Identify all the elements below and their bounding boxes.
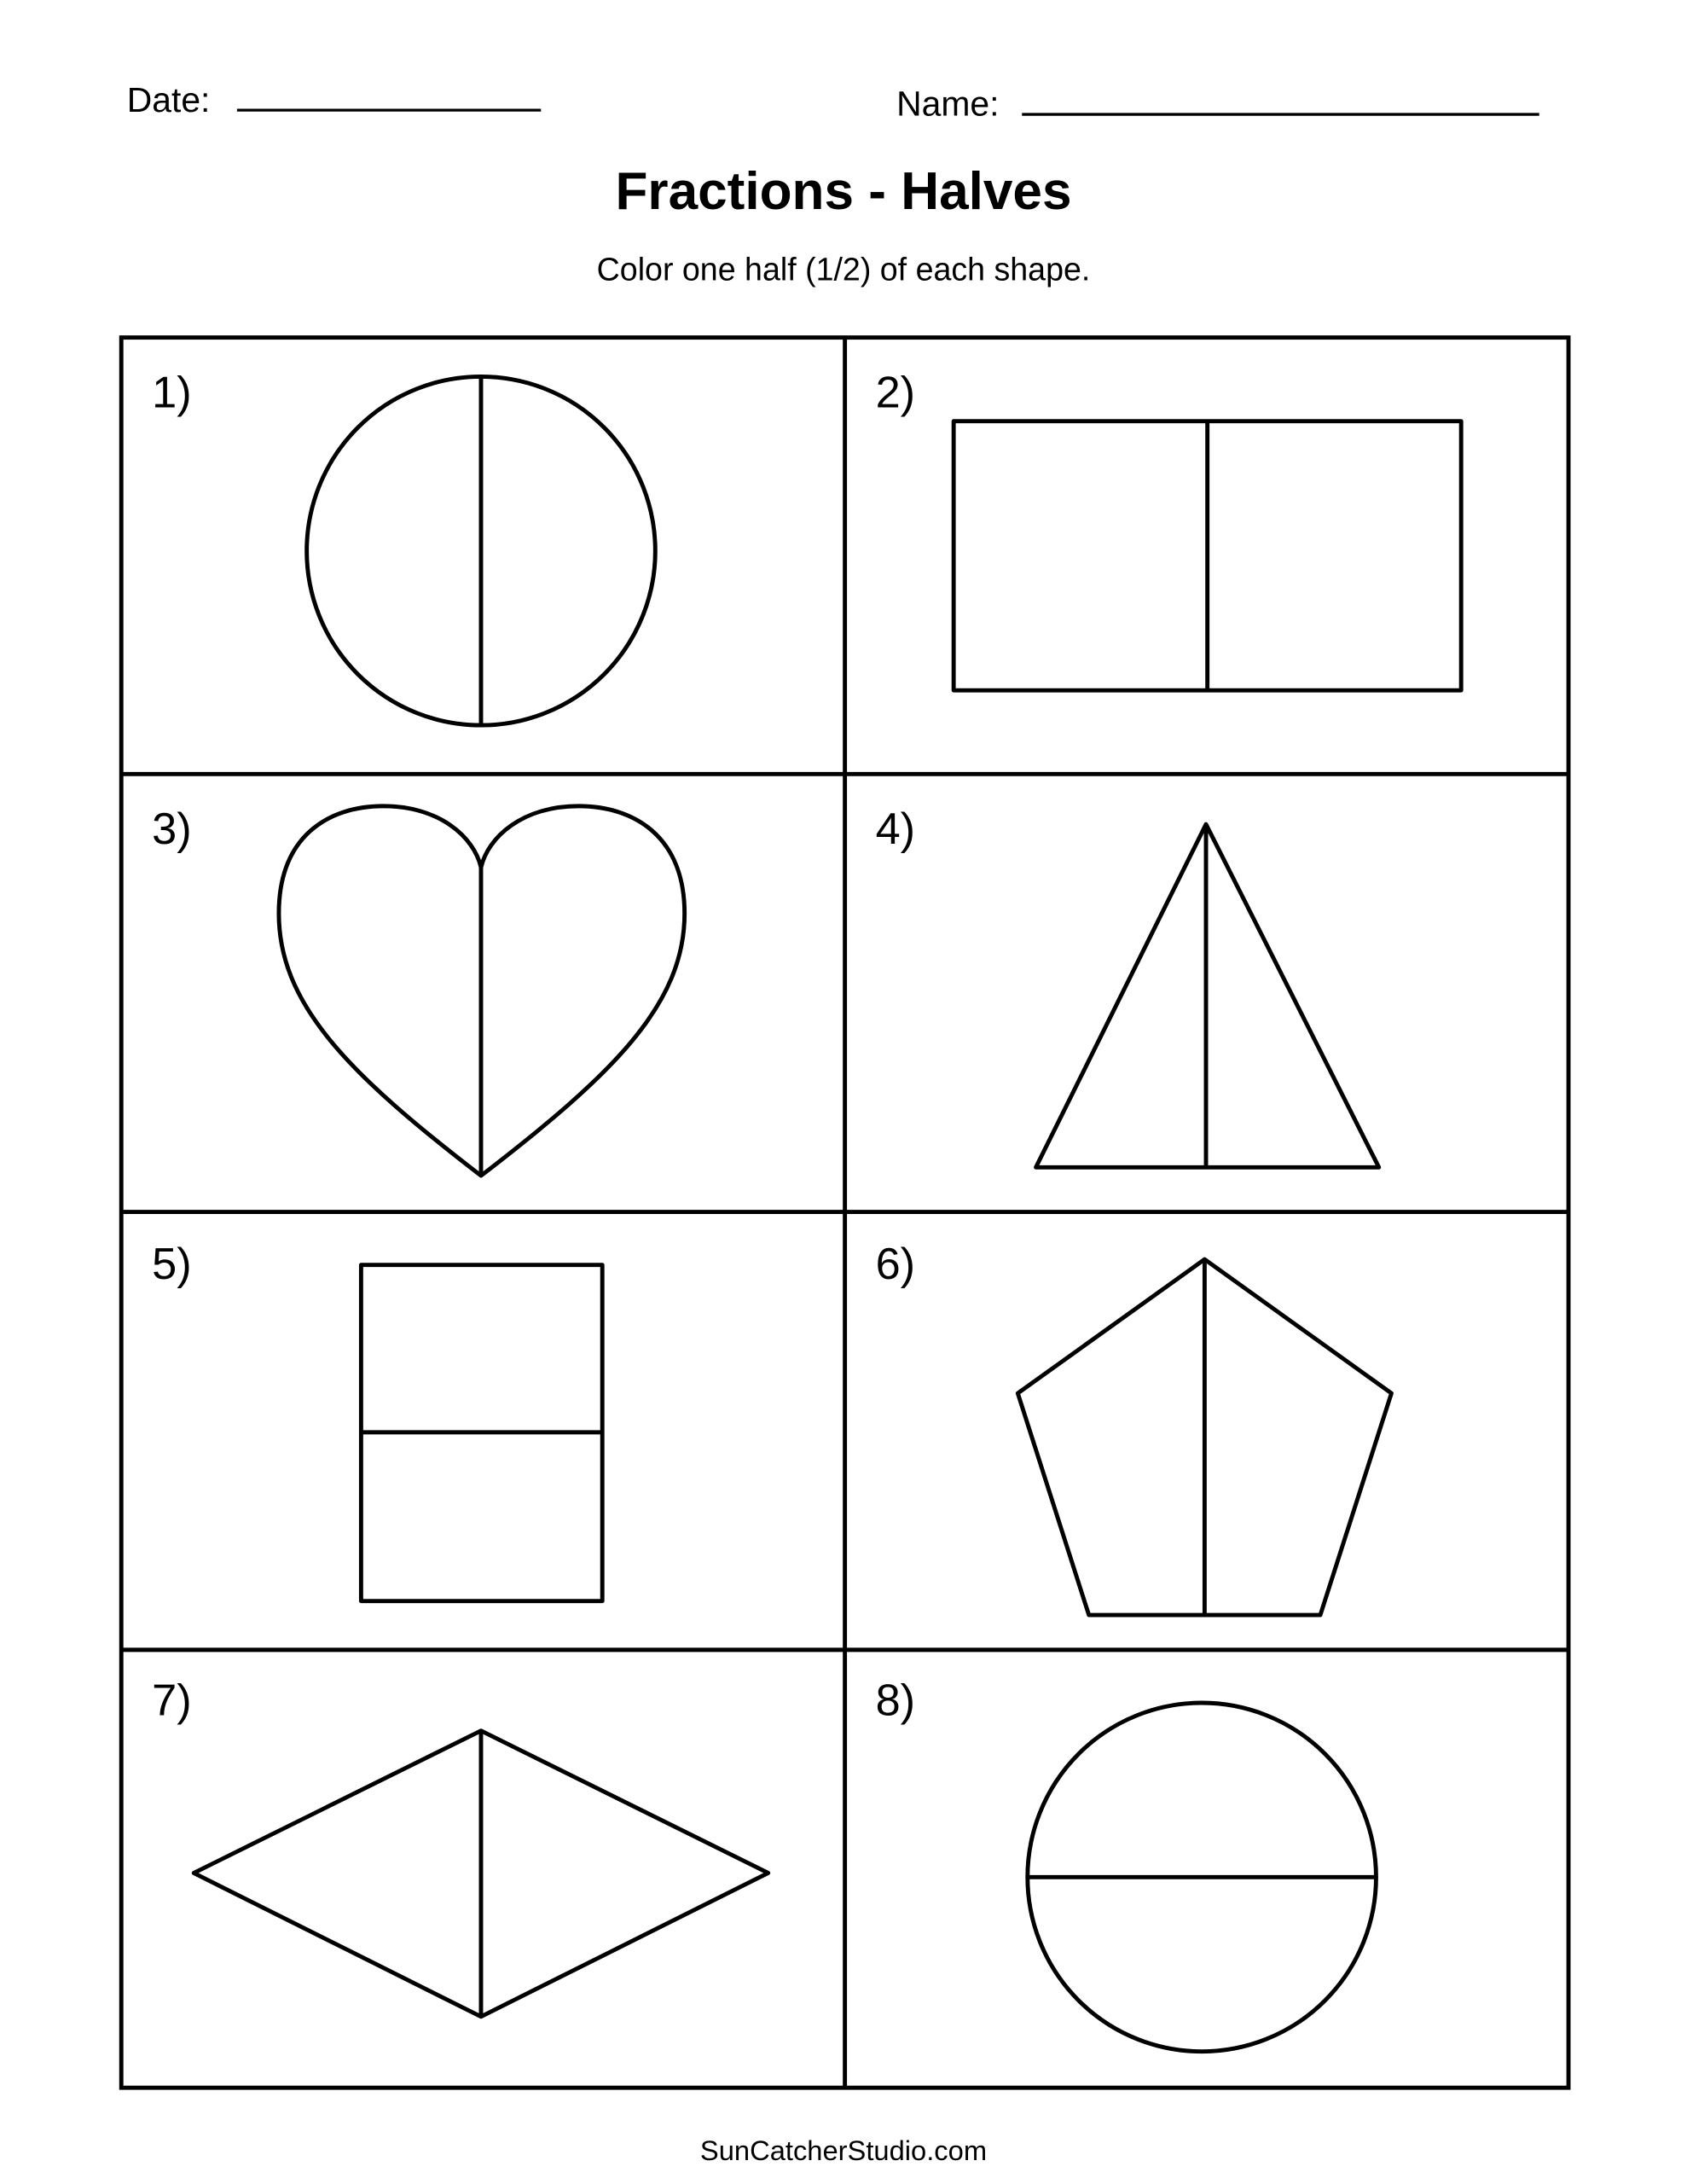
- date-label: Date:: [126, 79, 211, 119]
- footer-credit: SunCatcherStudio.com: [699, 2135, 988, 2167]
- shape-circle-vertical[interactable]: [307, 376, 656, 725]
- problem-label-4: 4): [875, 804, 916, 855]
- shape-pentagon[interactable]: [1017, 1259, 1391, 1615]
- page-title: Fractions - Halves: [615, 162, 1072, 222]
- problem-label-7: 7): [152, 1676, 192, 1726]
- problem-label-1: 1): [152, 368, 192, 418]
- shape-rectangle-horizontal[interactable]: [361, 1265, 602, 1601]
- name-label: Name:: [896, 84, 1000, 124]
- problem-label-2: 2): [875, 368, 916, 418]
- problem-label-6: 6): [875, 1240, 916, 1290]
- shape-rhombus[interactable]: [194, 1731, 768, 2017]
- shape-rectangle-vertical[interactable]: [954, 421, 1461, 690]
- shape-circle-horizontal[interactable]: [1028, 1703, 1377, 2052]
- problem-label-3: 3): [152, 804, 192, 855]
- problem-label-5: 5): [152, 1240, 192, 1290]
- shape-triangle[interactable]: [1036, 824, 1379, 1167]
- shape-heart[interactable]: [279, 806, 685, 1176]
- problem-label-8: 8): [875, 1676, 916, 1726]
- problem-grid: [121, 338, 1568, 2088]
- instructions: Color one half (1/2) of each shape.: [596, 251, 1091, 288]
